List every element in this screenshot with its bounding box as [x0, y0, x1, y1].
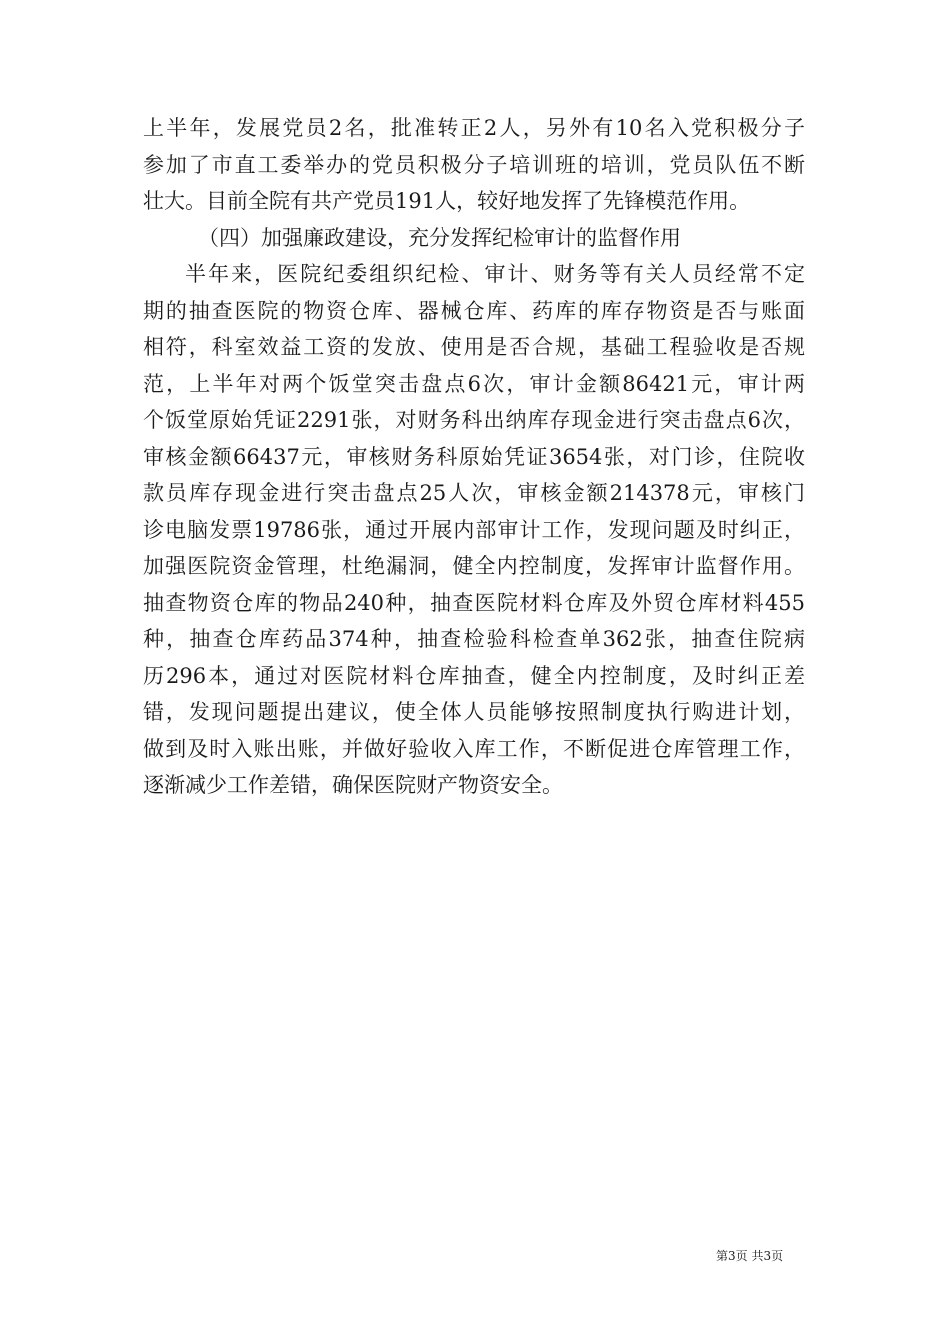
page-number: 第3页 共3页 — [716, 1249, 784, 1263]
paragraph-line: 壮大。目前全院有共产党员191人，较好地发挥了先锋模范作用。 — [143, 189, 751, 213]
paragraph-line: 参加了市直工委举办的党员积极分子培训班的培训，党员队伍不断 — [143, 152, 805, 177]
paragraph-line: 错，发现问题提出建议，使全体人员能够按照制度执行购进计划， — [143, 700, 805, 724]
section-heading: （四）加强廉政建设，充分发挥纪检审计的监督作用 — [198, 225, 681, 250]
paragraph-line: 诊电脑发票19786张，通过开展内部审计工作，发现问题及时纠正， — [143, 517, 805, 542]
paragraph-line: 款员库存现金进行突击盘点25人次，审核金额214378元，审核门 — [143, 481, 805, 505]
paragraph-line: 相符，科室效益工资的发放、使用是否合规，基础工程验收是否规 — [143, 335, 805, 359]
paragraph-line: 个饭堂原始凭证2291张，对财务科出纳库存现金进行突击盘点6次， — [143, 408, 805, 432]
paragraph-line: 种，抽查仓库药品374种，抽查检验科检查单362张，抽查住院病 — [143, 627, 805, 651]
paragraph-line: 历296本，通过对医院材料仓库抽查，健全内控制度，及时纠正差 — [143, 663, 805, 688]
paragraph-line: 加强医院资金管理，杜绝漏洞，健全内控制度，发挥审计监督作用。 — [143, 554, 805, 578]
paragraph-line: 上半年，发展党员2名，批准转正2人，另外有10名入党积极分子 — [143, 116, 805, 140]
paragraph-line: 抽查物资仓库的物品240种，抽查医院材料仓库及外贸仓库材料455 — [143, 590, 805, 615]
paragraph-line: 范，上半年对两个饭堂突击盘点6次，审计金额86421元，审计两 — [143, 371, 805, 396]
paragraph-line: 逐渐减少工作差错，确保医院财产物资安全。 — [143, 773, 563, 797]
paragraph-line: 做到及时入账出账，并做好验收入库工作，不断促进仓库管理工作， — [143, 736, 805, 761]
document-body — [143, 110, 805, 804]
paragraph-line: 半年来，医院纪委组织纪检、审计、财务等有关人员经常不定 — [185, 262, 805, 286]
paragraph-line: 期的抽查医院的物资仓库、器械仓库、药库的库存物资是否与账面 — [143, 298, 805, 323]
paragraph-line: 审核金额66437元，审核财务科原始凭证3654张，对门诊，住院收 — [143, 444, 805, 469]
